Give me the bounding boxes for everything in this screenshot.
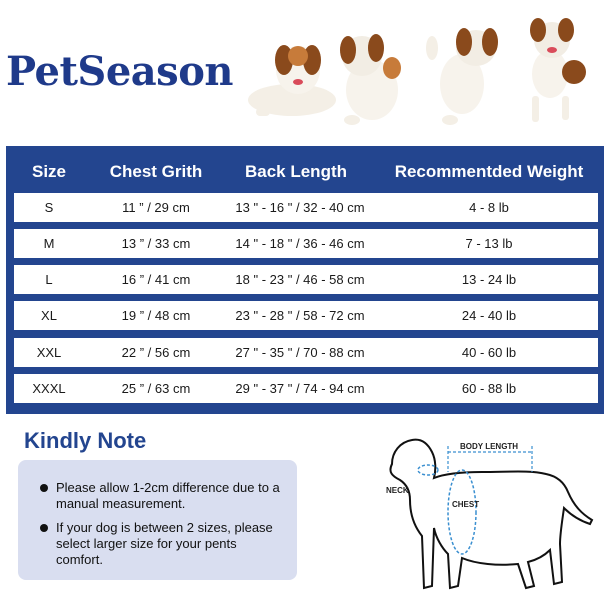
cell-chest: 22 ” / 56 cm [121, 345, 191, 360]
cell-weight: 7 - 13 lb [465, 236, 513, 251]
cell-size: XXL [36, 345, 62, 360]
brand-logo: PetSeason [6, 48, 233, 95]
dog-image-4 [530, 18, 586, 122]
dogs-photo [232, 8, 604, 132]
note-bullet [40, 520, 286, 568]
cell-back: 29 " - 37 " / 74 - 94 cm [235, 381, 365, 396]
cell-chest: 13 ” / 33 cm [121, 236, 191, 251]
header-chest: Chest Grith [109, 162, 203, 181]
cell-back: 27 " - 35 " / 70 - 88 cm [235, 345, 365, 360]
cell-chest: 16 ” / 41 cm [121, 272, 191, 287]
dog-image-3 [426, 28, 498, 125]
cell-weight: 60 - 88 lb [461, 381, 517, 396]
body-length-label: BODY LENGTH [460, 442, 519, 451]
cell-size: XXXL [32, 381, 66, 396]
note-box [18, 460, 297, 580]
chest-label: CHEST [452, 500, 480, 509]
table-row [14, 374, 598, 403]
cell-weight: 24 - 40 lb [461, 308, 517, 323]
neck-label: NECK [386, 486, 409, 495]
cell-chest: 19 ” / 48 cm [121, 308, 191, 323]
header-weight: Recommentded Weight [394, 162, 584, 181]
bullet-dot-icon [40, 524, 48, 532]
cell-size: L [45, 272, 53, 287]
table-row [14, 193, 598, 222]
cell-size: XL [41, 308, 57, 323]
note-title: Kindly Note [24, 428, 147, 453]
table-row [14, 338, 598, 367]
cell-back: 23 " - 28 " / 58 - 72 cm [235, 308, 365, 323]
table-row [14, 265, 598, 294]
bullet-dot-icon [40, 484, 48, 492]
cell-chest: 11 ” / 29 cm [122, 200, 190, 215]
cell-back: 14 " - 18 " / 36 - 46 cm [235, 236, 365, 251]
cell-size: S [44, 200, 54, 215]
header-back: Back Length [244, 162, 348, 181]
cell-size: M [43, 236, 55, 251]
note-bullet [40, 480, 286, 512]
cell-back: 13 " - 16 " / 32 - 40 cm [235, 200, 365, 215]
cell-back: 18 " - 23 " / 46 - 58 cm [235, 272, 365, 287]
table-row [14, 229, 598, 258]
note-text: If your dog is between 2 sizes, please select larger size for your pents comfort. [56, 520, 273, 567]
note-text: Please allow 1-2cm difference due to a manual measurement. [56, 480, 280, 511]
dog-outline-icon [378, 430, 604, 606]
dog-measurement-diagram [378, 430, 604, 606]
cell-chest: 25 ” / 63 cm [121, 381, 191, 396]
cell-weight: 13 - 24 lb [461, 272, 517, 287]
table-row [14, 301, 598, 330]
header-size: Size [31, 162, 67, 181]
dog-image-2 [340, 34, 401, 125]
dog-image-1 [248, 45, 336, 116]
cell-weight: 4 - 8 lb [469, 200, 509, 215]
cell-weight: 40 - 60 lb [461, 345, 517, 360]
